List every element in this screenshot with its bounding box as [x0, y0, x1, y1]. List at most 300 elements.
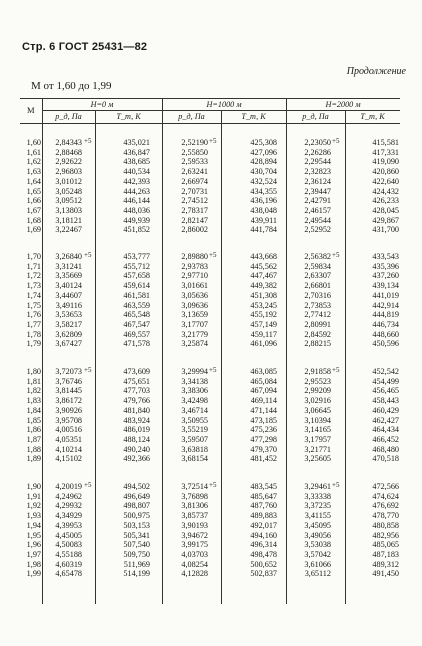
temperature-h2000-cell: 489,312 — [372, 559, 399, 569]
pressure-h1000-cell: 3,21779 — [181, 329, 208, 339]
exponent-marker: +5 — [332, 137, 340, 145]
temperature-h0-cell: 440,534 — [123, 167, 150, 177]
altitude-header-1000: H=1000 м — [206, 100, 242, 109]
temperature-h0-cell: 498,807 — [123, 501, 150, 511]
pressure-h1000-cell: 3,99175 — [181, 540, 208, 550]
pressure-h1000-cell: 2,66974 — [181, 176, 208, 186]
temperature-h1000-cell: 483,545 — [250, 482, 277, 491]
temperature-h0-cell: 448,036 — [123, 205, 150, 215]
pressure-h2000-cell: 3,53038 — [304, 540, 331, 550]
pressure-h2000-cell: 2,73853 — [304, 300, 331, 310]
temperature-h2000-cell: 439,134 — [372, 281, 399, 291]
pressure-h1000-cell: 3,42498 — [181, 396, 208, 406]
temperature-h1000-cell: 430,704 — [250, 167, 277, 177]
pressure-h2000-cell: 3,21771 — [304, 444, 331, 454]
mach-number-cell: 1,72 — [26, 271, 41, 281]
temperature-h0-cell: 503,153 — [123, 520, 150, 530]
pressure-h0-cell: 3,58217 — [55, 319, 82, 329]
pressure-h2000-cell: 2,95523 — [304, 376, 331, 386]
pressure-h0-cell: 3,72073 — [55, 367, 82, 376]
temperature-h2000-cell: 446,734 — [372, 319, 399, 329]
temperature-h1000-cell: 439,911 — [250, 215, 277, 225]
temperature-h0-cell: 435,021 — [123, 138, 150, 147]
exponent-marker: +5 — [84, 366, 92, 374]
temperature-h2000-cell: 417,331 — [372, 147, 399, 157]
mach-number-cell: 1,99 — [26, 569, 41, 579]
pressure-h1000-cell: 4,03703 — [181, 549, 208, 559]
pressure-h0-cell: 3,26840 — [55, 252, 82, 261]
pressure-h1000-cell: 2,55850 — [181, 147, 208, 157]
pressure-h2000-cell: 2,32823 — [304, 167, 331, 177]
temperature-h1000-cell: 485,647 — [250, 491, 277, 501]
mach-number-cell: 1,65 — [26, 186, 41, 196]
mach-number-cell: 1,86 — [26, 425, 41, 435]
mach-number-cell: 1,93 — [26, 511, 41, 521]
temperature-h0-cell: 463,559 — [123, 300, 150, 310]
temperature-h2000-cell: 474,624 — [372, 491, 399, 501]
temperature-h1000-cell: 436,196 — [250, 196, 277, 206]
pressure-h1000-cell: 3,63818 — [181, 444, 208, 454]
pressure-h2000-cell: 3,02916 — [304, 396, 331, 406]
pressure-h0-cell: 3,62809 — [55, 329, 82, 339]
pressure-h2000-cell: 3,29461 — [304, 482, 331, 491]
temperature-h0-cell: 459,614 — [123, 281, 150, 291]
pressure-h1000-cell: 3,55219 — [181, 425, 208, 435]
pressure-h2000-cell: 2,39447 — [304, 186, 331, 196]
mach-number-cell: 1,75 — [26, 300, 41, 310]
temperature-h2000-cell: 487,183 — [372, 549, 399, 559]
pressure-h2000-cell: 3,61066 — [304, 559, 331, 569]
pressure-h1000-cell: 2,86002 — [181, 225, 208, 235]
temperature-h2000-cell: 464,434 — [372, 425, 399, 435]
temperature-h2000-cell: 476,692 — [372, 501, 399, 511]
temperature-h1000-cell: 427,096 — [250, 147, 277, 157]
temperature-h2000-cell: 433,543 — [372, 252, 399, 261]
pressure-h1000-cell: 2,93783 — [181, 261, 208, 271]
mach-number-cell: 1,97 — [26, 549, 41, 559]
temperature-h1000-cell: 496,314 — [250, 540, 277, 550]
pressure-h1000-cell: 2,70731 — [181, 186, 208, 196]
mach-number-cell: 1,74 — [26, 290, 41, 300]
temperature-h0-cell: 436,847 — [123, 147, 150, 157]
pressure-h0-cell: 3,76746 — [55, 376, 82, 386]
mach-number-cell: 1,70 — [26, 252, 41, 261]
mach-number-cell: 1,94 — [26, 520, 41, 530]
temperature-h2000-cell: 460,429 — [372, 405, 399, 415]
temperature-h1000-cell: 475,236 — [250, 425, 277, 435]
temperature-h1000-cell: 451,308 — [250, 290, 277, 300]
temperature-h0-cell: 488,124 — [123, 434, 150, 444]
pressure-h1000-cell: 2,52190 — [181, 138, 208, 147]
temperature-h1000-cell: 455,192 — [250, 310, 277, 320]
pressure-h0-cell: 3,86172 — [55, 396, 82, 406]
pressure-h2000-cell: 2,56382 — [304, 252, 331, 261]
temperature-h1000-cell: 500,652 — [250, 559, 277, 569]
pressure-h2000-cell: 2,42791 — [304, 196, 331, 206]
mach-number-cell: 1,85 — [26, 415, 41, 425]
pressure-h1000-cell: 4,12828 — [181, 569, 208, 579]
temperature-h1000-cell: 432,524 — [250, 176, 277, 186]
pressure-header: p_д, Па — [55, 112, 82, 121]
temperature-h2000-cell: 426,233 — [372, 196, 399, 206]
pressure-h0-cell: 4,10214 — [55, 444, 82, 454]
pressure-h1000-cell: 3,25874 — [181, 339, 208, 349]
mach-number-cell: 1,98 — [26, 559, 41, 569]
pressure-h2000-cell: 3,25605 — [304, 454, 331, 464]
mach-number-cell: 1,96 — [26, 540, 41, 550]
temperature-header: T_т, К — [360, 112, 385, 121]
mach-number-cell: 1,79 — [26, 339, 41, 349]
temperature-h1000-cell: 441,784 — [250, 225, 277, 235]
pressure-h2000-cell: 3,57042 — [304, 549, 331, 559]
pressure-h0-cell: 4,55188 — [55, 549, 82, 559]
header-bottom-rule — [20, 123, 400, 124]
pressure-h1000-cell: 2,74512 — [181, 196, 208, 206]
pressure-h2000-cell: 2,59834 — [304, 261, 331, 271]
altitude-header-0: H=0 м — [90, 100, 114, 109]
temperature-h1000-cell: 489,883 — [250, 511, 277, 521]
temperature-h1000-cell: 447,467 — [250, 271, 277, 281]
exponent-marker: +5 — [84, 251, 92, 259]
temperature-h2000-cell: 456,465 — [372, 386, 399, 396]
temperature-h2000-cell: 419,090 — [372, 157, 399, 167]
temperature-h1000-cell: 479,370 — [250, 444, 277, 454]
temperature-h2000-cell: 478,770 — [372, 511, 399, 521]
pressure-h0-cell: 4,50083 — [55, 540, 82, 550]
pressure-h0-cell: 3,18121 — [55, 215, 82, 225]
mach-number-cell: 1,78 — [26, 329, 41, 339]
pressure-h0-cell: 4,60319 — [55, 559, 82, 569]
temperature-h1000-cell: 467,094 — [250, 386, 277, 396]
pressure-header: p_д, Па — [302, 112, 329, 121]
mach-number-cell: 1,60 — [26, 138, 41, 147]
pressure-h0-cell: 3,67427 — [55, 339, 82, 349]
pressure-h2000-cell: 2,29544 — [304, 157, 331, 167]
pressure-h2000-cell: 2,46157 — [304, 205, 331, 215]
temperature-h2000-cell: 482,956 — [372, 530, 399, 540]
pressure-h0-cell: 4,65478 — [55, 569, 82, 579]
temperature-h2000-cell: 491,450 — [372, 569, 399, 579]
pressure-h1000-cell: 2,59533 — [181, 157, 208, 167]
temperature-header: T_т, К — [116, 112, 141, 121]
pressure-h2000-cell: 2,36124 — [304, 176, 331, 186]
mach-number-cell: 1,92 — [26, 501, 41, 511]
mach-number-cell: 1,69 — [26, 225, 41, 235]
temperature-h0-cell: 457,658 — [123, 271, 150, 281]
page-header: Стр. 6 ГОСТ 25431—82 — [22, 41, 148, 53]
mach-number-cell: 1,89 — [26, 454, 41, 464]
temperature-h1000-cell: 465,084 — [250, 376, 277, 386]
temperature-h0-cell: 438,685 — [123, 157, 150, 167]
temperature-h0-cell: 446,144 — [123, 196, 150, 206]
pressure-h1000-cell: 3,85737 — [181, 511, 208, 521]
pressure-h2000-cell: 3,14165 — [304, 425, 331, 435]
temperature-h1000-cell: 461,096 — [250, 339, 277, 349]
pressure-h2000-cell: 2,49544 — [304, 215, 331, 225]
pressure-h1000-cell: 3,09636 — [181, 300, 208, 310]
temperature-h1000-cell: 481,452 — [250, 454, 277, 464]
temperature-h1000-cell: 471,144 — [250, 405, 277, 415]
pressure-h0-cell: 3,01012 — [55, 176, 82, 186]
exponent-marker: +5 — [209, 481, 217, 489]
altitude-header-2000: H=2000 м — [325, 100, 361, 109]
temperature-h2000-cell: 452,542 — [372, 367, 399, 376]
pressure-h2000-cell: 2,99209 — [304, 386, 331, 396]
temperature-h1000-cell: 425,308 — [250, 138, 277, 147]
mach-range-label: M от 1,60 до 1,99 — [31, 80, 112, 92]
pressure-h0-cell: 3,81445 — [55, 386, 82, 396]
temperature-h2000-cell: 454,499 — [372, 376, 399, 386]
temperature-h0-cell: 455,712 — [123, 261, 150, 271]
temperature-h1000-cell: 473,185 — [250, 415, 277, 425]
temperature-h0-cell: 473,609 — [123, 367, 150, 376]
pressure-h0-cell: 4,39953 — [55, 520, 82, 530]
pressure-h2000-cell: 2,88215 — [304, 339, 331, 349]
temperature-h2000-cell: 431,700 — [372, 225, 399, 235]
temperature-h2000-cell: 428,045 — [372, 205, 399, 215]
temperature-h2000-cell: 442,914 — [372, 300, 399, 310]
temperature-h2000-cell: 422,640 — [372, 176, 399, 186]
pressure-h0-cell: 4,05351 — [55, 434, 82, 444]
temperature-h0-cell: 465,548 — [123, 310, 150, 320]
temperature-h2000-cell: 415,581 — [372, 138, 399, 147]
pressure-h2000-cell: 2,91858 — [304, 367, 331, 376]
pressure-h0-cell: 3,44607 — [55, 290, 82, 300]
temperature-h1000-cell: 463,085 — [250, 367, 277, 376]
pressure-h0-cell: 3,40124 — [55, 281, 82, 291]
pressure-h0-cell: 3,49116 — [55, 300, 82, 310]
exponent-marker: +5 — [332, 366, 340, 374]
temperature-header: T_т, К — [241, 112, 266, 121]
pressure-h2000-cell: 3,17957 — [304, 434, 331, 444]
temperature-h1000-cell: 445,562 — [250, 261, 277, 271]
temperature-h0-cell: 494,502 — [123, 482, 150, 491]
pressure-h2000-cell: 2,52952 — [304, 225, 331, 235]
mach-number-cell: 1,68 — [26, 215, 41, 225]
pressure-h1000-cell: 3,76898 — [181, 491, 208, 501]
temperature-h0-cell: 505,341 — [123, 530, 150, 540]
pressure-h0-cell: 3,53653 — [55, 310, 82, 320]
temperature-h2000-cell: 420,860 — [372, 167, 399, 177]
temperature-h0-cell: 475,651 — [123, 376, 150, 386]
continuation-label: Продолжение — [346, 66, 406, 77]
temperature-h1000-cell: 487,760 — [250, 501, 277, 511]
pressure-h0-cell: 3,31241 — [55, 261, 82, 271]
temperature-h0-cell: 449,939 — [123, 215, 150, 225]
temperature-h1000-cell: 453,245 — [250, 300, 277, 310]
temperature-h2000-cell: 444,819 — [372, 310, 399, 320]
pressure-h0-cell: 4,00516 — [55, 425, 82, 435]
pressure-h1000-cell: 2,63241 — [181, 167, 208, 177]
temperature-h2000-cell: 468,480 — [372, 444, 399, 454]
exponent-marker: +5 — [84, 137, 92, 145]
temperature-h0-cell: 442,393 — [123, 176, 150, 186]
table-top-rule — [20, 98, 400, 99]
pressure-h1000-cell: 3,68154 — [181, 454, 208, 464]
temperature-h2000-cell: 462,427 — [372, 415, 399, 425]
temperature-h0-cell: 453,777 — [123, 252, 150, 261]
pressure-h0-cell: 2,92622 — [55, 157, 82, 167]
temperature-h2000-cell: 429,867 — [372, 215, 399, 225]
mach-number-cell: 1,81 — [26, 376, 41, 386]
pressure-h0-cell: 2,84343 — [55, 138, 82, 147]
mach-number-cell: 1,61 — [26, 147, 41, 157]
temperature-h0-cell: 514,199 — [123, 569, 150, 579]
mach-number-cell: 1,71 — [26, 261, 41, 271]
temperature-h0-cell: 492,366 — [123, 454, 150, 464]
pressure-h2000-cell: 3,41155 — [304, 511, 331, 521]
temperature-h0-cell: 496,649 — [123, 491, 150, 501]
exponent-marker: +5 — [84, 481, 92, 489]
mach-number-cell: 1,95 — [26, 530, 41, 540]
mach-number-cell: 1,80 — [26, 367, 41, 376]
pressure-h1000-cell: 2,97710 — [181, 271, 208, 281]
temperature-h2000-cell: 441,019 — [372, 290, 399, 300]
pressure-h1000-cell: 3,29994 — [181, 367, 208, 376]
temperature-h0-cell: 486,019 — [123, 425, 150, 435]
temperature-h1000-cell: 492,017 — [250, 520, 277, 530]
exponent-marker: +5 — [209, 137, 217, 145]
pressure-h0-cell: 3,05248 — [55, 186, 82, 196]
pressure-h0-cell: 2,96803 — [55, 167, 82, 177]
exponent-marker: +5 — [332, 251, 340, 259]
pressure-h0-cell: 4,45005 — [55, 530, 82, 540]
pressure-h2000-cell: 2,23050 — [304, 138, 331, 147]
temperature-h2000-cell: 448,660 — [372, 329, 399, 339]
pressure-h1000-cell: 3,50955 — [181, 415, 208, 425]
pressure-h0-cell: 4,15102 — [55, 454, 82, 464]
temperature-h2000-cell: 466,452 — [372, 434, 399, 444]
pressure-h2000-cell: 2,70316 — [304, 290, 331, 300]
temperature-h0-cell: 461,581 — [123, 290, 150, 300]
temperature-h0-cell: 509,750 — [123, 549, 150, 559]
pressure-h1000-cell: 3,72514 — [181, 482, 208, 491]
pressure-h2000-cell: 2,84592 — [304, 329, 331, 339]
temperature-h1000-cell: 434,355 — [250, 186, 277, 196]
pressure-h1000-cell: 2,89880 — [181, 252, 208, 261]
temperature-h2000-cell: 480,858 — [372, 520, 399, 530]
pressure-h2000-cell: 2,26286 — [304, 147, 331, 157]
temperature-h1000-cell: 477,298 — [250, 434, 277, 444]
temperature-h0-cell: 490,240 — [123, 444, 150, 454]
temperature-h0-cell: 469,557 — [123, 329, 150, 339]
mach-number-cell: 1,77 — [26, 319, 41, 329]
mach-number-cell: 1,73 — [26, 281, 41, 291]
exponent-marker: +5 — [209, 366, 217, 374]
temperature-h0-cell: 477,703 — [123, 386, 150, 396]
temperature-h1000-cell: 502,837 — [250, 569, 277, 579]
pressure-h0-cell: 2,88468 — [55, 147, 82, 157]
pressure-h0-cell: 4,29932 — [55, 501, 82, 511]
temperature-h1000-cell: 443,668 — [250, 252, 277, 261]
mach-number-cell: 1,63 — [26, 167, 41, 177]
temperature-h2000-cell: 470,518 — [372, 454, 399, 464]
pressure-h1000-cell: 3,81306 — [181, 501, 208, 511]
temperature-h0-cell: 471,578 — [123, 339, 150, 349]
temperature-h0-cell: 511,969 — [123, 559, 150, 569]
pressure-h1000-cell: 3,38306 — [181, 386, 208, 396]
exponent-marker: +5 — [332, 481, 340, 489]
mach-number-cell: 1,83 — [26, 396, 41, 406]
pressure-h1000-cell: 3,59507 — [181, 434, 208, 444]
temperature-h1000-cell: 428,894 — [250, 157, 277, 167]
mach-number-cell: 1,91 — [26, 491, 41, 501]
exponent-marker: +5 — [209, 251, 217, 259]
mach-number-cell: 1,88 — [26, 444, 41, 454]
temperature-h1000-cell: 457,149 — [250, 319, 277, 329]
temperature-h1000-cell: 469,114 — [250, 396, 277, 406]
mach-number-cell: 1,87 — [26, 434, 41, 444]
temperature-h0-cell: 444,263 — [123, 186, 150, 196]
mach-number-cell: 1,90 — [26, 482, 41, 491]
temperature-h0-cell: 451,852 — [123, 225, 150, 235]
pressure-h2000-cell: 3,33338 — [304, 491, 331, 501]
temperature-h0-cell: 467,547 — [123, 319, 150, 329]
mach-number-cell: 1,64 — [26, 176, 41, 186]
pressure-h1000-cell: 3,46714 — [181, 405, 208, 415]
temperature-h0-cell: 500,975 — [123, 511, 150, 521]
temperature-h1000-cell: 449,382 — [250, 281, 277, 291]
pressure-h1000-cell: 3,17707 — [181, 319, 208, 329]
pressure-h1000-cell: 2,78317 — [181, 205, 208, 215]
temperature-h2000-cell: 437,260 — [372, 271, 399, 281]
pressure-h1000-cell: 3,94672 — [181, 530, 208, 540]
temperature-h0-cell: 479,766 — [123, 396, 150, 406]
pressure-h2000-cell: 3,37235 — [304, 501, 331, 511]
temperature-h2000-cell: 450,596 — [372, 339, 399, 349]
m-header: M — [27, 105, 35, 115]
temperature-h2000-cell: 472,566 — [372, 482, 399, 491]
temperature-h1000-cell: 459,117 — [250, 329, 277, 339]
mach-number-cell: 1,66 — [26, 196, 41, 206]
temperature-h1000-cell: 438,048 — [250, 205, 277, 215]
temperature-h1000-cell: 498,478 — [250, 549, 277, 559]
temperature-h0-cell: 507,540 — [123, 540, 150, 550]
mach-number-cell: 1,84 — [26, 405, 41, 415]
temperature-h2000-cell: 458,443 — [372, 396, 399, 406]
pressure-h2000-cell: 2,63307 — [304, 271, 331, 281]
pressure-h2000-cell: 3,10394 — [304, 415, 331, 425]
pressure-h2000-cell: 3,49056 — [304, 530, 331, 540]
pressure-h2000-cell: 3,65112 — [304, 569, 331, 579]
pressure-h0-cell: 3,09512 — [55, 196, 82, 206]
pressure-h1000-cell: 3,01661 — [181, 281, 208, 291]
mach-number-cell: 1,76 — [26, 310, 41, 320]
pressure-h1000-cell: 2,82147 — [181, 215, 208, 225]
mach-number-cell: 1,67 — [26, 205, 41, 215]
pressure-header: p_д, Па — [178, 112, 205, 121]
pressure-h1000-cell: 3,90193 — [181, 520, 208, 530]
pressure-h0-cell: 3,35669 — [55, 271, 82, 281]
pressure-h1000-cell: 4,08254 — [181, 559, 208, 569]
temperature-h2000-cell: 424,432 — [372, 186, 399, 196]
mach-number-cell: 1,62 — [26, 157, 41, 167]
pressure-h0-cell: 3,13803 — [55, 205, 82, 215]
pressure-h0-cell: 3,90926 — [55, 405, 82, 415]
temperature-h0-cell: 481,840 — [123, 405, 150, 415]
pressure-h0-cell: 4,34929 — [55, 511, 82, 521]
temperature-h2000-cell: 485,065 — [372, 540, 399, 550]
pressure-h0-cell: 4,24962 — [55, 491, 82, 501]
mach-number-cell: 1,82 — [26, 386, 41, 396]
pressure-h2000-cell: 2,80991 — [304, 319, 331, 329]
temperature-h1000-cell: 494,160 — [250, 530, 277, 540]
pressure-h0-cell: 3,95708 — [55, 415, 82, 425]
pressure-h2000-cell: 3,45095 — [304, 520, 331, 530]
pressure-h2000-cell: 2,66801 — [304, 281, 331, 291]
pressure-h0-cell: 4,20019 — [55, 482, 82, 491]
pressure-h1000-cell: 3,05636 — [181, 290, 208, 300]
